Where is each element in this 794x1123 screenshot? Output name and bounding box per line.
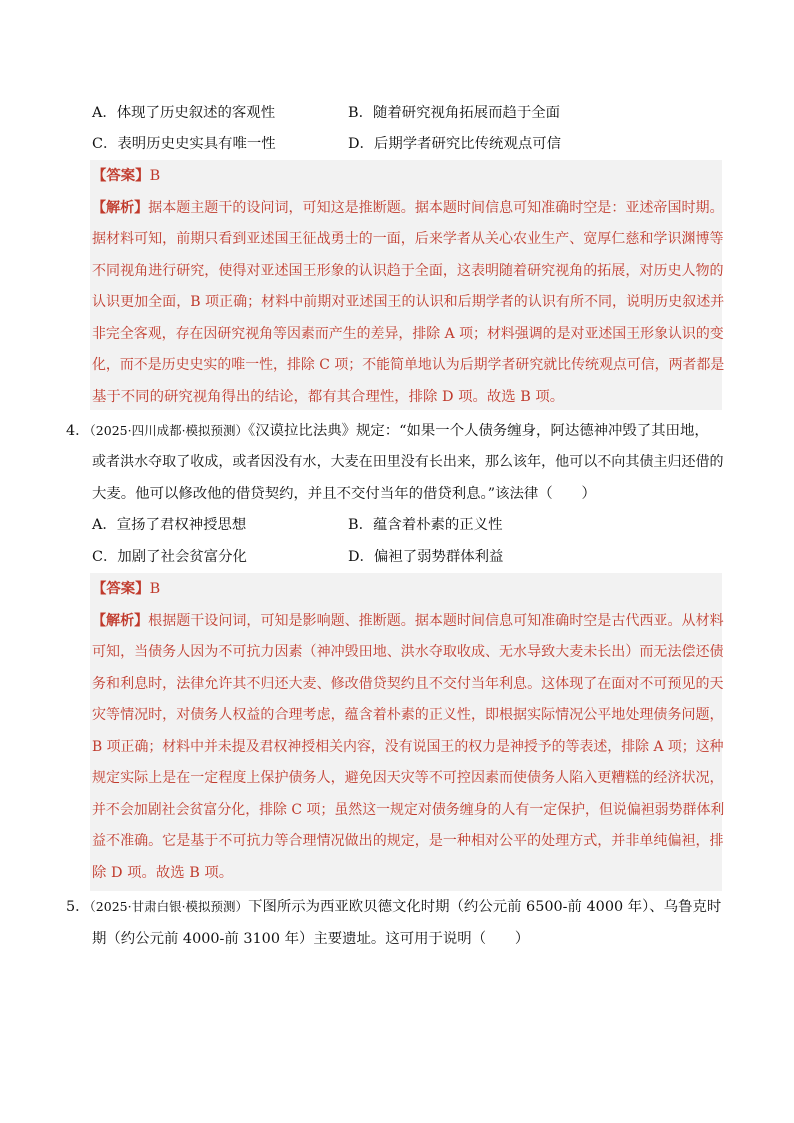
answer-value: B [149, 581, 161, 597]
q4-analysis-line-9: 除 D 项。故选 B 项。 [92, 865, 234, 881]
q4-analysis-line-7: 并不会加剧社会贫富分化，排除 C 项；虽然这一规定对债务缠身的人有一定保护，但说偏袒弱势群体利 [92, 802, 725, 818]
answer-value: B [149, 168, 161, 184]
q3-analysis-line-3: 不同视角进行研究，使得对亚述国王形象的认识趋于全面，这表明随着研究视角的拓展，对历史人物的 [92, 263, 724, 279]
q4-option-c: C．加剧了社会贫富分化 [92, 549, 247, 565]
q4-option-d: D．偏袒了弱势群体利益 [348, 549, 504, 565]
q4-analysis-line-2: 可知，当债务人因为不可抗力因素（神冲毁田地、洪水夺取收成、无水导致大麦未长出）而无法偿还债 [92, 644, 724, 660]
question-stem: 《汉谟拉比法典》规定：“如果一个人债务缠身，阿达德神冲毁了其田地， [248, 423, 709, 439]
analysis-text: 根据题干设问词，可知是影响题、推断题。据本题时间信息可知准确时空是古代西亚。从材料 [148, 613, 724, 629]
q3-answer [92, 166, 160, 186]
q3-option-b: B．随着研究视角拓展而趋于全面 [348, 105, 561, 121]
question-source: （2025·甘肃白银·模拟预测） [89, 899, 249, 914]
analysis-label: 【解析】 [92, 199, 149, 216]
q3-analysis-line-1 [92, 198, 724, 218]
analysis-text: 据本题主题干的设问词，可知这是推断题。据本题时间信息可知准确时空是：亚述帝国时期。 [148, 200, 724, 216]
q3-analysis-line-6: 化，而不是历史史实的唯一性，排除 C 项；不能简单地认为后期学者研究就比传统观点可信，两者都是 [92, 357, 725, 373]
q3-option-c: C．表明历史史实具有唯一性 [92, 136, 276, 152]
q3-analysis-line-4: 认识更加全面，B 项正确；材料中前期对亚述国王的认识和后期学者的认识有所不同，说明历史叙述并 [92, 294, 725, 310]
q4-analysis-line-6: 规定实际上是在一定程度上保护债务人，避免因天灾等不可控因素而使债务人陷入更糟糕的经济状况， [92, 770, 724, 786]
q4-option-a: A．宣扬了君权神授思想 [92, 517, 247, 533]
q3-analysis-line-2: 据材料可知，前期只看到亚述国王征战勇士的一面，后来学者从关心农业生产、宽厚仁慈和学识渊博等 [92, 231, 724, 247]
q5-stem-line-1 [66, 897, 721, 917]
q4-analysis-line-4: 灾等情况时，对债务人权益的合理考虑，蕴含着朴素的正义性，即根据实际情况公平地处理债务问题， [92, 707, 724, 723]
question-stem: 下图所示为西亚欧贝德文化时期（约公元前 6500-前 4000 年）、乌鲁克时 [248, 899, 722, 915]
q3-option-d: D．后期学者研究比传统观点可信 [348, 136, 562, 152]
q3-analysis-line-7: 基于不同的研究视角得出的结论，都有其合理性，排除 D 项。故选 B 项。 [92, 389, 565, 405]
q5-stem-line-2: 期（约公元前 4000-前 3100 年）主要遗址。这可用于说明（ ） [92, 931, 530, 947]
q4-option-b: B．蕴含着朴素的正义性 [348, 517, 503, 533]
q3-analysis-line-5: 非完全客观，存在因研究视角等因素而产生的差异，排除 A 项；材料强调的是对亚述国王形象认识的变 [92, 326, 724, 342]
question-source: （2025·四川成都·模拟预测） [89, 423, 249, 438]
analysis-label: 【解析】 [92, 612, 149, 629]
answer-label: 【答案】 [92, 167, 150, 184]
q4-analysis-line-5: B 项正确；材料中并未提及君权神授相关内容，没有说国王的权力是神授予的等表述，排除 A 项；这种 [92, 739, 724, 755]
answer-label: 【答案】 [92, 580, 150, 597]
question-number: 4． [66, 423, 90, 439]
q4-analysis-line-8: 益不准确。它是基于不可抗力等合理情况做出的规定，是一种相对公平的处理方式，并非单纯偏袒，排 [92, 833, 724, 849]
question-number: 5． [66, 899, 90, 915]
q4-analysis-line-3: 务和利息时，法律允许其不归还大麦、修改借贷契约且不交付当年利息。这体现了在面对不可预见的天 [92, 676, 724, 692]
q4-answer [92, 579, 160, 599]
q3-option-a: A．体现了历史叙述的客观性 [92, 105, 276, 121]
q4-stem-line-2: 或者洪水夺取了收成，或者因没有水，大麦在田里没有长出来，那么该年，他可以不向其债主归还借的 [92, 454, 724, 470]
q4-stem-line-3: 大麦。他可以修改他的借贷契约，并且不交付当年的借贷利息。”该法律（ ） [92, 486, 596, 502]
q4-stem-line-1 [66, 421, 709, 441]
q4-analysis-line-1 [92, 611, 724, 631]
